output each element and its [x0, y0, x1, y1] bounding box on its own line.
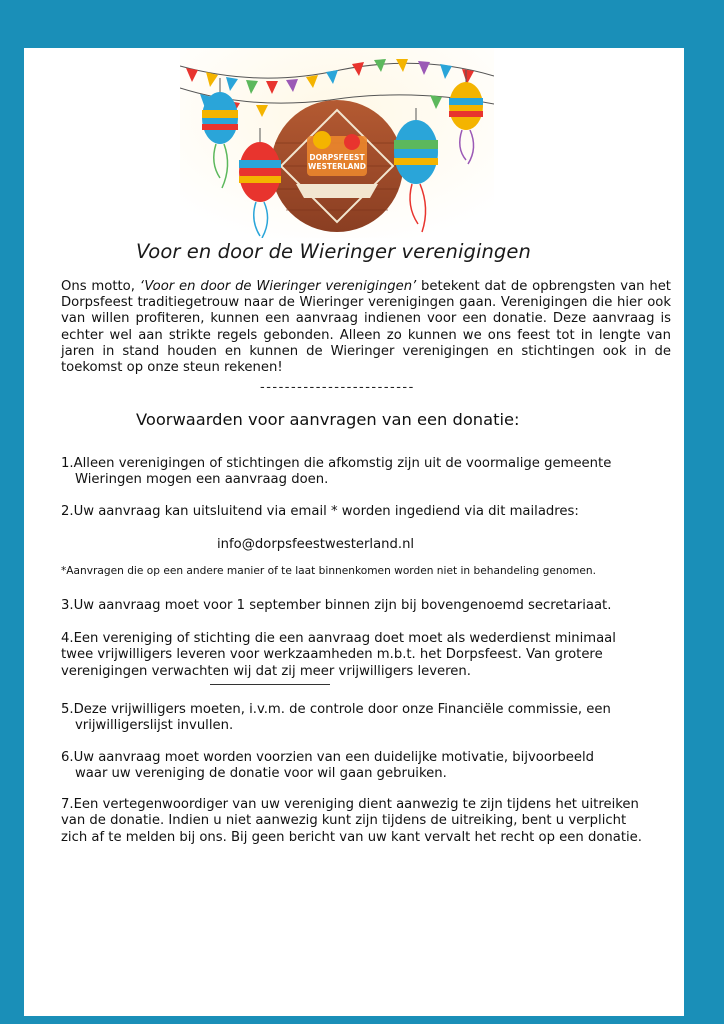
intro-body: betekent dat de opbrengsten van het Dorpsfeest traditiegetrouw naar de Wieringer verenigingen gaan. Verenigingen die hier ook van willen profiteren, kunnen een aanvraag indienen voor een donatie. Deze aanvraag is echter wel aan strikte regels gebonden. Alleen zo kunnen we ons feest tot in lengte van jaren in stand houden en kunnen de Wieringer verenigingen en stichtingen ook in de toekomst op onze steun rekenen! — [61, 279, 671, 376]
list-item-number: 1. — [61, 456, 74, 471]
list-item-text: vrijwilligerslijst invullen. — [75, 718, 234, 734]
intro-prefix: Ons motto, — [61, 279, 140, 294]
intro-paragraph — [61, 279, 671, 376]
intro-motto: ‘Voor en door de Wieringer verenigingen’ — [139, 279, 417, 294]
page-title: Voor en door de Wieringer verenigingen — [136, 240, 531, 263]
list-item-text: zich af te melden bij ons. Bij geen bericht van uw kant vervalt het recht op een donatie. — [61, 829, 642, 845]
footnote: *Aanvragen die op een andere manier of te laat binnenkomen worden niet in behandeling genomen. — [61, 565, 596, 577]
list-item-text: Wieringen mogen een aanvraag doen. — [75, 472, 329, 488]
underline-mark — [210, 684, 330, 685]
page — [24, 48, 684, 1016]
list-item-text: Deze vrijwilligers moeten, i.v.m. de controle door onze Financiële commissie, een — [73, 702, 611, 717]
list-item-1 — [61, 456, 673, 489]
list-item-text: Uw aanvraag moet worden voorzien van een duidelijke motivatie, bijvoorbeeld — [73, 750, 594, 765]
header-illustration — [180, 48, 494, 238]
list-item-text: waar uw vereniging de donatie voor wil gaan gebruiken. — [75, 766, 447, 782]
list-item-number: 4. — [61, 631, 74, 646]
list-item-7 — [61, 797, 673, 846]
list-item-number: 6. — [61, 750, 74, 765]
list-item-text: Uw aanvraag kan uitsluitend via email * worden ingediend via dit mailadres: — [73, 504, 579, 519]
list-item-text: Uw aanvraag moet voor 1 september binnen zijn bij bovengenoemd secretariaat. — [73, 598, 612, 613]
festival-banner-image — [180, 48, 494, 238]
list-item-text: twee vrijwilligers leveren voor werkzaamheden m.b.t. het Dorpsfeest. Van grotere — [61, 647, 603, 663]
email-address-link[interactable]: info@dorpsfeestwesterland.nl — [217, 537, 415, 552]
logo-text-line2: WESTERLAND — [308, 162, 366, 171]
list-item-number: 7. — [61, 797, 74, 812]
list-item-text: Alleen verenigingen of stichtingen die afkomstig zijn uit de voormalige gemeente — [73, 456, 612, 471]
list-item-number: 2. — [61, 504, 74, 519]
list-item-text: Een vereniging of stichting die een aanvraag doet moet als wederdienst minimaal — [73, 631, 616, 646]
list-item-6 — [61, 750, 673, 783]
list-item-3 — [61, 598, 673, 614]
list-item-5 — [61, 702, 673, 735]
list-item-2 — [61, 504, 673, 520]
list-item-text: Een vertegenwoordiger van uw vereniging dient aanwezig te zijn tijdens het uitreiken — [73, 797, 639, 812]
section-subtitle: Voorwaarden voor aanvragen van een donatie: — [136, 410, 520, 429]
list-item-4 — [61, 631, 673, 680]
list-item-text: van de donatie. Indien u niet aanwezig kunt zijn tijdens de uitreiking, bent u verplicht — [61, 813, 627, 829]
list-item-text: verenigingen verwachten wij dat zij meer vrijwilligers leveren. — [61, 663, 471, 679]
list-item-number: 5. — [61, 702, 74, 717]
list-item-number: 3. — [61, 598, 74, 613]
separator-line: ------------------------- — [260, 380, 415, 395]
logo-text-line1: DORPSFEEST — [309, 153, 365, 162]
